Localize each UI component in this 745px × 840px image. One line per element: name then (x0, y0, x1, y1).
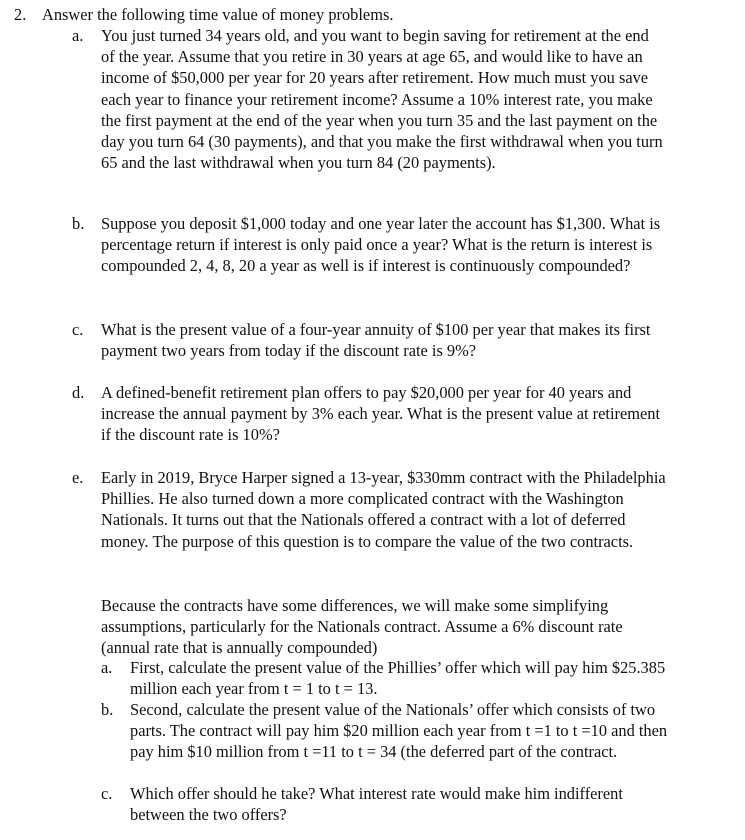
problem-a (72, 25, 672, 173)
problem-c-text: What is the present value of a four-year annuity of $100 per year that makes its first payment two years from today if the discount rate is 9%? (101, 320, 651, 361)
question-header (14, 4, 393, 25)
problem-d (72, 382, 672, 446)
subproblem-a-label: a. (101, 658, 113, 677)
subproblem-a-text: First, calculate the present value of the Phillies’ offer which will pay him $25.385 million each year from t = 1 to t = 13. (130, 658, 666, 699)
subproblem-c-label: c. (101, 784, 113, 803)
problem-a-label: a. (72, 26, 84, 45)
problem-e-label: e. (72, 468, 84, 487)
problem-c (72, 319, 672, 361)
subproblem-b (101, 699, 681, 763)
problem-b-label: b. (72, 214, 85, 233)
question-number: 2. (14, 5, 27, 24)
assumptions-paragraph: Because the contracts have some differences, we will make some simplifying assumptions, particularly for the Nationals contract. Assume a 6% discount rate (annual rate that is annually compounded) (101, 596, 623, 658)
problem-e (72, 467, 672, 552)
problem-a-text: You just turned 34 years old, and you want to begin saving for retirement at the end of the year. Assume that you retire in 30 years at age 65, and would like to have an income of $50,000 per year for 20 years after retirement. How much must you save each year to finance your retirement income? Assume a 10% interest rate, you make the first payment at the end of the year when you turn 35 and the last payment on the day you turn 64 (30 payments), and that you make the first withdrawal when you turn 65 and the last withdrawal when you turn 84 (20 payments). (101, 26, 663, 173)
problem-c-label: c. (72, 320, 84, 339)
subproblem-b-label: b. (101, 700, 114, 719)
subproblem-c (101, 783, 681, 825)
problem-e-text: Early in 2019, Bryce Harper signed a 13-year, $330mm contract with the Philadelphia Phillies. He also turned down a more complicated contract with the Washington Nationals. It turns out that the Nationals offered a contract with a lot of deferred money. The purpose of this question is to compare the value of the two contracts. (101, 468, 666, 551)
problem-b (72, 213, 672, 277)
problem-d-label: d. (72, 383, 85, 402)
subproblem-a (101, 657, 681, 699)
problem-d-text: A defined-benefit retirement plan offers to pay $20,000 per year for 40 years and increase the annual payment by 3% each year. What is the present value at retirement if the discount rate is 10%? (101, 383, 661, 445)
subproblem-c-text: Which offer should he take? What interest rate would make him indifferent between the two offers? (130, 784, 623, 825)
subproblem-b-text: Second, calculate the present value of the Nationals’ offer which consists of two parts. The contract will pay him $20 million each year from t =1 to t =10 and then pay him $10 million from t =11 to t = 34 (the deferred part of the contract. (130, 700, 668, 762)
question-prompt: Answer the following time value of money problems. (42, 5, 394, 24)
problem-b-text: Suppose you deposit $1,000 today and one year later the account has $1,300. What is percentage return if interest is only paid once a year? What is the return is interest is compounded 2, 4, 8, 20 a year as well is if interest is continuously compounded? (101, 214, 661, 276)
